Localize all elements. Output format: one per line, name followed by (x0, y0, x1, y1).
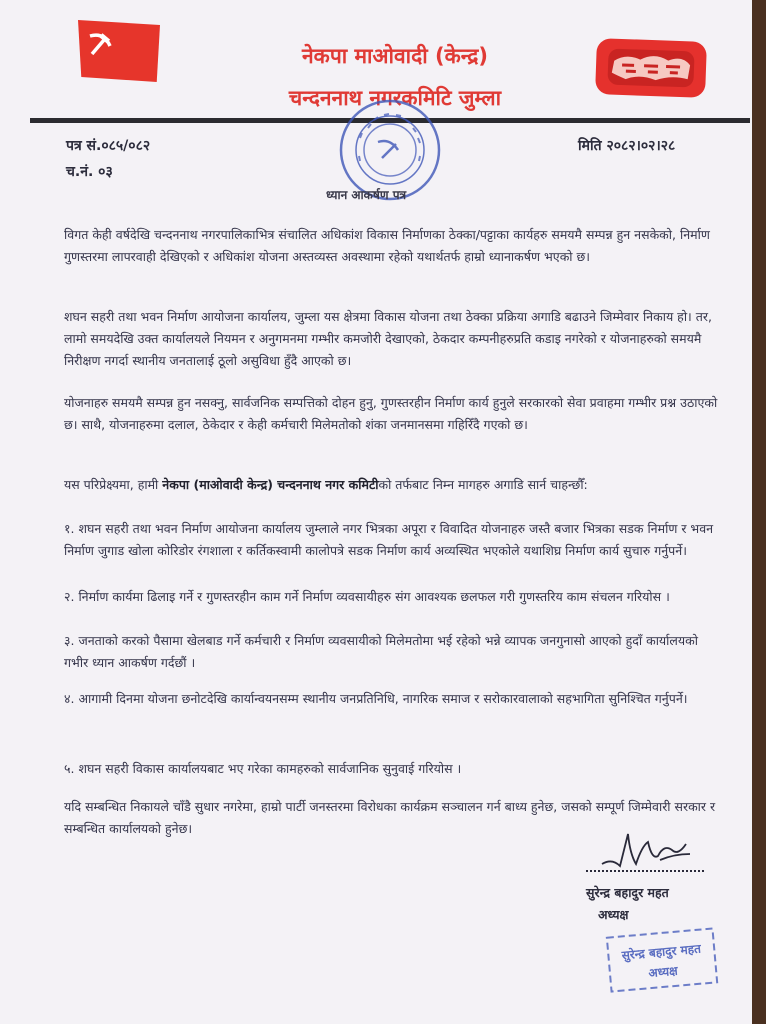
background-edge (752, 0, 766, 1024)
party-logo-icon (595, 38, 707, 98)
intro-prefix: यस परिप्रेक्ष्यमा, हामी (64, 477, 163, 492)
paragraph: विगत केही वर्षदेखि चन्दननाथ नगरपालिकाभित्र संचालित अधिकांश विकास निर्माणका ठेक्का/पट्टाका कार्यहरु समयमै सम्पन्न हुन नसकेको, निर्माण गुणस्तरमा लापरवाही देखिएको र अधिकांश योजना अस्तव्यस्त अवस्थामा रहेको यथार्थतर्फ हाम्रो ध्यानाकर्षण भएको छ। (64, 227, 710, 264)
signatory-name: सुरेन्द्र बहादुर महत (586, 885, 669, 900)
signatory-title: अध्यक्ष (598, 907, 629, 922)
committee-name: चन्दननाथ नगरकमिटि जुम्ला (288, 86, 502, 110)
signature-line (586, 870, 704, 872)
party-name: नेकपा माओवादी (केन्द्र) (302, 44, 488, 68)
closing-paragraph: यदि सम्बन्धित निकायले चाँडै सुधार नगरेमा, हाम्रो पार्टी जनस्तरमा विरोधका कार्यक्रम सञ्चालन गर्न बाध्य हुनेछ, जसको सम्पूर्ण जिम्मेवारी सरकार र सम्बन्धित कार्यालयको हुनेछ। (64, 799, 716, 836)
letter-subject: ध्यान आकर्षण पत्र (326, 188, 407, 202)
letter-number: पत्र सं.०८५/०८२ (66, 138, 151, 154)
demand-item: ५. शघन सहरी विकास कार्यालयबाट भए गरेका कामहरुको सार्वजानिक सुनुवाई गरियोस । (64, 761, 462, 776)
svg-text:सुरेन्द्र बहादुर महत: सुरेन्द्र बहादुर महत (621, 941, 702, 963)
demand-item: २. निर्माण कार्यमा ढिलाइ गर्ने र गुणस्तरहीन काम गर्ने निर्माण व्यवसायीहरु संग आवश्यक छलफल गरी गुणस्तरिय काम संचलन गरियोस । (64, 589, 670, 604)
paragraph: योजनाहरु समयमै सम्पन्न हुन नसक्नु, सार्वजनिक सम्पत्तिको दोहन हुनु, गुणस्तरहीन निर्माण कार्य हुनुले सरकारको सेवा प्रवाहमा गम्भीर प्रश्न उठाएको छ। साथै, योजनाहरुमा दलाल, ठेकेदार र केही कर्मचारी मिलेमतोको शंका जनमानसमा गहिरिँदै गएको छ। (64, 395, 718, 432)
demand-item: ४. आगामी दिनमा योजना छनोटदेखि कार्यान्वयनसम्म स्थानीय जनप्रतिनिधि, नागरिक समाज र सरोकारवालाको सहभागिता सुनिश्चित गर्नुपर्ने। (64, 691, 688, 706)
intro-committee: नेकपा (माओवादी केन्द्र) चन्दननाथ नगर कमिटी (162, 477, 379, 492)
intro-suffix: को तर्फबाट निम्न मागहरु अगाडि सार्न चाहन्छौँ: (378, 477, 588, 492)
intro-paragraph (64, 474, 724, 496)
svg-text:अध्यक्ष: अध्यक्ष (647, 963, 679, 981)
paragraph: शघन सहरी तथा भवन निर्माण आयोजना कार्यालय, जुम्ला यस क्षेत्रमा विकास योजना तथा ठेक्का प्रक्रिया अगाडि बढाउने जिम्मेवार निकाय हो। तर, लामो समयदेखि उक्त कार्यालयले नियमन र अनुगमनमा गम्भीर कमजोरी देखाएको, ठेकदार कम्पनीहरुप्रति कडाइ नगरेको र योजनाहरुको समयमै निरीक्षण नगर्दा स्थानीय जनतालाई ठूलो असुविधा हुँदै आएको छ। (64, 309, 712, 368)
letter-date: मिति २०८२।०२।२८ (578, 138, 676, 154)
demand-item: १. शघन सहरी तथा भवन निर्माण आयोजना कार्यालय जुम्लाले नगर भित्रका अपूरा र विवादित योजनाहरु जस्तै बजार भित्रका सडक निर्माण र भवन निर्माण जुगाड खोला कोरिडोर रंगशाला र कर्तिकस्वामी कालोपत्रे सडक निर्माण कार्य अव्यस्थित भएकोले यथाशिघ्र निर्माण कार्य सुचारु गर्नुपर्ने। (64, 521, 714, 558)
demand-item: ३. जनताको करको पैसामा खेलबाड गर्ने कर्मचारी र निर्माण व्यवसायीको मिलेमतोमा भई रहेको भन्ने व्यापक जनगुनासो आएको हुदाँ कार्यालयको गभीर ध्यान आकर्षण गर्दछौं । (64, 633, 698, 670)
name-stamp-icon (604, 925, 721, 995)
dispatch-number: च.नं. ०३ (66, 164, 113, 180)
hammer-sickle-icon (84, 28, 116, 60)
party-flag (78, 20, 160, 82)
